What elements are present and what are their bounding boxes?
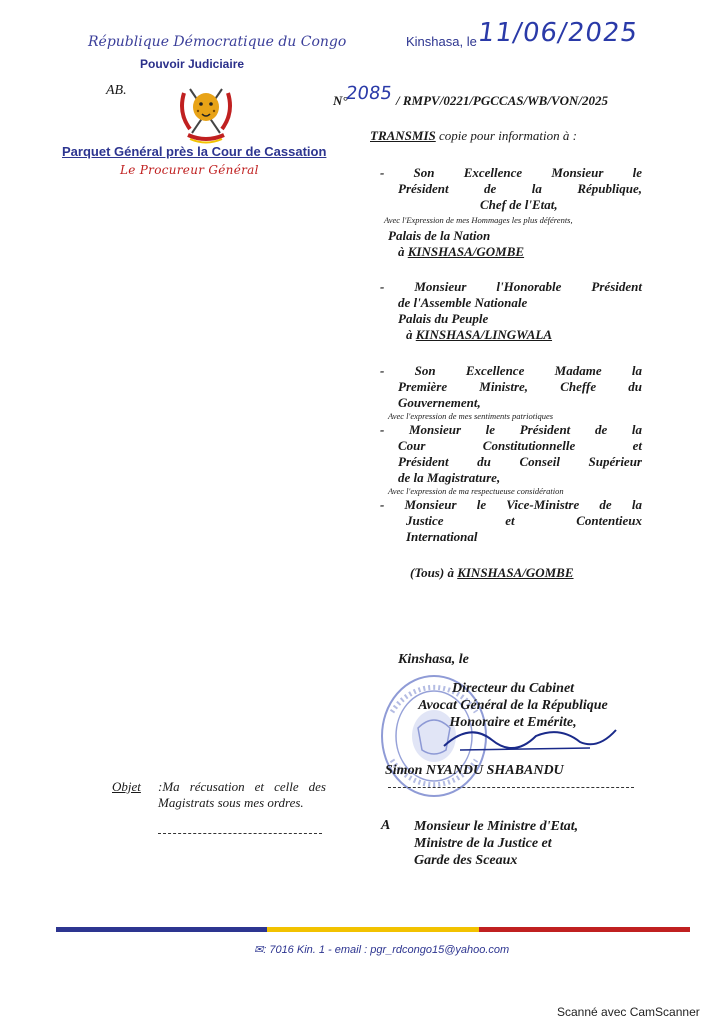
divider	[388, 787, 634, 788]
recipient-line: Président du Conseil Supérieur	[398, 454, 642, 469]
recipient-line	[380, 327, 642, 343]
signature-line: Avocat Général de la République	[418, 698, 608, 713]
recipient-city: KINSHASA/LINGWALA	[415, 327, 553, 342]
transmis-line	[370, 128, 577, 144]
footer-contact: ✉: 7016 Kin. 1 - email : pgr_rdcongo15@yahoo.com	[254, 944, 510, 956]
reference-suffix: / RMPV/0221/PGCCAS/WB/VON/2025	[396, 93, 609, 108]
stripe-yellow	[267, 927, 478, 932]
signature-place: Kinshasa, le	[398, 652, 469, 667]
recipient-line: - Son Excellence Madame la	[380, 363, 642, 378]
initials: AB.	[106, 83, 127, 98]
office-name: Parquet Général près la Cour de Cassation	[62, 144, 327, 159]
signature-line: Directeur du Cabinet	[451, 681, 575, 696]
signature-line: Honoraire et Emérite,	[449, 715, 577, 730]
recipient-line: de l'Assemble Nationale	[398, 295, 528, 310]
republic-header: République Démocratique du Congo	[88, 34, 347, 50]
recipient-line: - Son Excellence Monsieur le	[380, 165, 642, 180]
reference-number: 2085	[344, 83, 394, 104]
addressee-line: Monsieur le Ministre d'Etat,	[414, 819, 579, 834]
recipient-line: - Monsieur le Président de la	[380, 422, 642, 437]
recipient-city: KINSHASA/GOMBE	[407, 244, 525, 259]
recipient-line: Chef de l'Etat,	[480, 197, 558, 212]
flag-stripe	[56, 927, 690, 932]
recipient-line: International	[406, 529, 478, 544]
office-title: Le Procureur Général	[120, 163, 259, 177]
recipient-line: Gouvernement,	[398, 395, 481, 410]
addressee-line: Garde des Sceaux	[414, 853, 518, 868]
signatory-name: Simon NYANDU SHABANDU	[385, 763, 564, 778]
recipient-line: - Monsieur le Vice-Ministre de la	[380, 497, 642, 512]
coat-of-arms-icon	[176, 83, 236, 145]
judicial-power-label: Pouvoir Judiciaire	[140, 57, 245, 71]
subject-text: :Ma récusation et celle des Magistrats sous mes ordres.	[158, 779, 326, 810]
recipient-line: Cour Constitutionnelle et	[398, 438, 642, 453]
recipient-line: Justice et Contentieux	[406, 513, 642, 528]
reference-prefix: N°	[333, 93, 348, 108]
stripe-red	[479, 927, 690, 932]
recipient-note: Avec l'Expression de mes Hommages les plus déférents,	[384, 215, 573, 225]
recipient-line: Première Ministre, Cheffe du	[398, 379, 642, 394]
addressee-marker: A	[381, 818, 391, 833]
recipient-line: Palais du Peuple	[398, 311, 489, 326]
transmis-text: copie pour information à :	[435, 128, 577, 143]
recipient-note: Avec l'expression de ma respectueuse considération	[388, 486, 564, 496]
addressee-line: Ministre de la Justice et	[414, 836, 552, 851]
recipient-line: - Monsieur l'Honorable Président	[380, 279, 642, 294]
subject-label: Objet	[112, 779, 141, 794]
recipient-prefix: à	[398, 244, 408, 259]
scanner-watermark: Scanné avec CamScanner	[557, 1005, 700, 1019]
recipient-line	[380, 565, 642, 581]
recipient-line: de la Magistrature,	[398, 470, 501, 485]
divider	[158, 833, 322, 834]
recipient-note: Avec l'expression de mes sentiments patriotiques	[388, 411, 554, 421]
recipient-line: Président de la République,	[398, 181, 642, 196]
date-place: Kinshasa, le	[406, 34, 477, 49]
recipient-prefix: à	[406, 327, 416, 342]
recipient-line: Palais de la Nation	[388, 228, 491, 243]
recipient-city: KINSHASA/GOMBE	[457, 565, 574, 580]
recipients-list	[380, 165, 642, 581]
transmis-label: TRANSMIS	[370, 128, 436, 143]
handwritten-signature-icon	[440, 716, 620, 756]
handwritten-date: 11/06/2025	[475, 18, 640, 48]
stripe-blue	[56, 927, 267, 932]
addressee-block	[414, 818, 578, 869]
recipient-line	[380, 244, 642, 260]
recipient-prefix: (Tous) à	[410, 565, 458, 580]
